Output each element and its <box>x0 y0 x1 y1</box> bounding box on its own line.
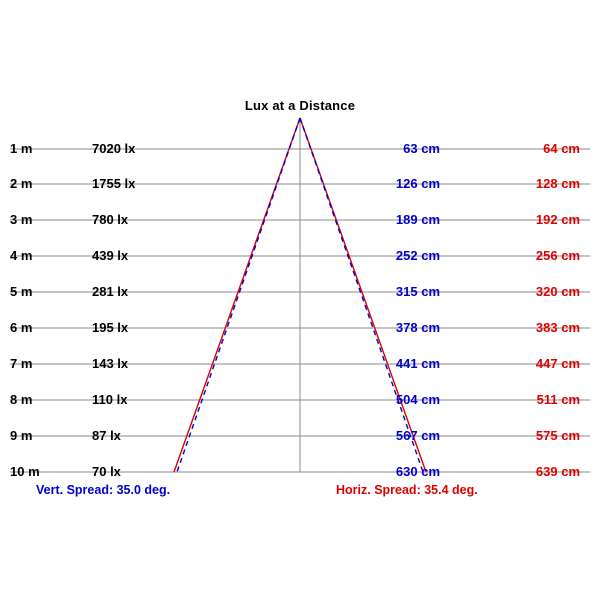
row-distance: 1 m <box>10 141 33 156</box>
row-lux: 70 lx <box>92 464 121 479</box>
row-lux: 439 lx <box>92 248 129 263</box>
row-horizontal: 447 cm <box>535 356 580 371</box>
row-distance: 5 m <box>10 284 33 299</box>
row-horizontal: 639 cm <box>535 464 580 479</box>
row-distance: 3 m <box>10 212 33 227</box>
row-distance: 6 m <box>10 320 33 335</box>
row-lux: 281 lx <box>92 284 129 299</box>
row-lux: 110 lx <box>92 392 128 407</box>
row-distance: 7 m <box>10 356 33 371</box>
row-vertical: 441 cm <box>395 356 440 371</box>
row-distance: 8 m <box>10 392 33 407</box>
row-horizontal: 256 cm <box>535 248 580 263</box>
row-distance: 4 m <box>10 248 33 263</box>
row-horizontal: 192 cm <box>535 212 580 227</box>
row-vertical: 189 cm <box>395 212 440 227</box>
row-horizontal: 320 cm <box>535 284 580 299</box>
chart-title: Lux at a Distance <box>244 98 356 113</box>
row-horizontal: 575 cm <box>535 428 580 443</box>
row-horizontal: 128 cm <box>535 176 580 191</box>
row-vertical: 630 cm <box>395 464 440 479</box>
row-lux: 780 lx <box>92 212 129 227</box>
row-lux: 143 lx <box>92 356 129 371</box>
row-vertical: 504 cm <box>395 392 440 407</box>
row-vertical: 315 cm <box>395 284 440 299</box>
row-horizontal: 511 cm <box>536 392 580 407</box>
row-lux: 7020 lx <box>92 141 136 156</box>
vertical-spread-annotation: Vert. Spread: 35.0 deg. <box>36 483 171 497</box>
row-vertical: 567 cm <box>395 428 440 443</box>
row-vertical: 63 cm <box>403 141 440 156</box>
row-horizontal: 383 cm <box>535 320 580 335</box>
row-distance: 10 m <box>10 464 40 479</box>
row-distance: 9 m <box>10 428 33 443</box>
row-horizontal: 64 cm <box>543 141 580 156</box>
row-vertical: 126 cm <box>395 176 440 191</box>
row-vertical: 378 cm <box>395 320 440 335</box>
horizontal-spread-annotation: Horiz. Spread: 35.4 deg. <box>336 483 478 497</box>
row-lux: 87 lx <box>92 428 121 443</box>
row-distance: 2 m <box>10 176 33 191</box>
row-vertical: 252 cm <box>395 248 440 263</box>
row-lux: 1755 lx <box>92 176 136 191</box>
row-lux: 195 lx <box>92 320 129 335</box>
